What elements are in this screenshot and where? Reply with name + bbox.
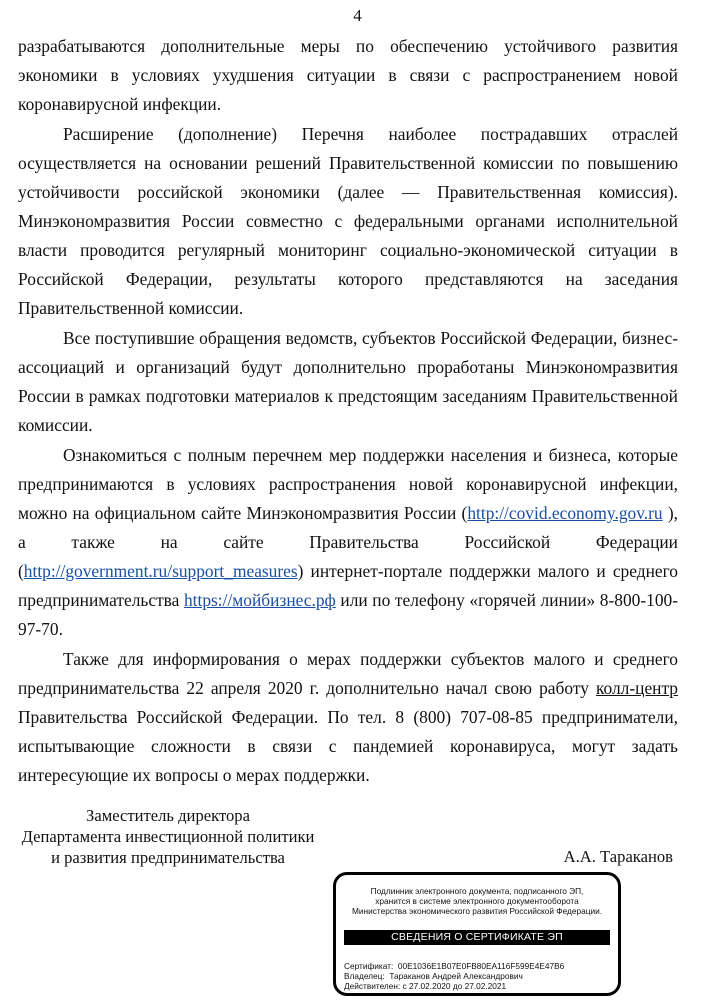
stamp-certificate-header: СВЕДЕНИЯ О СЕРТИФИКАТЕ ЭП bbox=[344, 930, 610, 945]
signatory-position bbox=[18, 805, 318, 868]
signer-name: А.А. Тараканов bbox=[563, 847, 673, 866]
paragraph-5 bbox=[18, 645, 678, 790]
paragraph-4-text-a: Ознакомиться с полным перечнем мер поддержки населения и бизнеса, которые предпринимаются в условиях распространения новой коронавирусной инфекции, можно на официальном сайте Минэкономразвития России ( bbox=[18, 445, 678, 523]
certificate-label: Сертификат: bbox=[344, 961, 394, 971]
paragraph-1: разрабатываются дополнительные меры по обеспечению устойчивого развития экономики в условиях ухудшения ситуации в связи с распространением новой коронавирусной инфекции. bbox=[18, 36, 678, 114]
moibiznes-link[interactable]: https://мойбизнес.рф bbox=[183, 590, 336, 610]
government-support-link[interactable]: http://government.ru/support_measures bbox=[23, 561, 298, 581]
call-center-text: колл-центр bbox=[595, 678, 678, 698]
covid-economy-link[interactable]: http://covid.economy.gov.ru bbox=[467, 503, 663, 523]
stamp-notice bbox=[342, 886, 612, 916]
paragraph-5-text-b: Правительства Российской Федерации. По тел. 8 (800) 707-08-85 предприниматели, испытывающие сложности в связи с пандемией коронавируса, могут задать интересующие их вопросы о мерах поддержки. bbox=[18, 707, 678, 785]
stamp-details bbox=[344, 961, 612, 991]
stamp-line-1: Подлинник электронного документа, подписанного ЭП, bbox=[370, 886, 584, 896]
position-line-1: Заместитель директора bbox=[86, 806, 250, 825]
paragraph-4-text-b: ), а также на сайте Правительства Российской Федерации ( bbox=[18, 503, 678, 581]
owner-row bbox=[344, 971, 612, 981]
paragraph-3: Все поступившие обращения ведомств, субъектов Российской Федерации, бизнес-ассоциаций и организаций будут дополнительно проработаны Минэкономразвития России в рамках подготовки материалов к предстоящим заседаниям Правительственной комиссии. bbox=[18, 328, 678, 435]
position-line-3: и развития предпринимательства bbox=[51, 848, 285, 867]
document-body bbox=[18, 32, 678, 791]
validity-row bbox=[344, 981, 612, 991]
certificate-value: 00E1036E1B07E0FB80EA116F599E4E47B6 bbox=[397, 961, 565, 971]
owner-label: Владелец: bbox=[344, 971, 385, 981]
paragraph-4-text-c: ) интернет-портале поддержки малого и среднего предпринимательства bbox=[18, 561, 678, 610]
paragraph-4-text-d: или по телефону «горячей линии» 8-800-100-97-70. bbox=[18, 590, 678, 639]
validity-label: Действителен: bbox=[344, 981, 401, 991]
e-signature-stamp bbox=[333, 872, 621, 996]
validity-value: с 27.02.2020 до 27.02.2021 bbox=[402, 981, 507, 991]
certificate-row bbox=[344, 961, 612, 971]
owner-value: Тараканов Андрей Александрович bbox=[389, 971, 523, 981]
stamp-line-3: Министерства экономического развития Российской Федерации. bbox=[351, 906, 603, 916]
paragraph-4 bbox=[18, 441, 678, 644]
page-number: 4 bbox=[353, 6, 362, 25]
paragraph-2: Расширение (дополнение) Перечня наиболее пострадавших отраслей осуществляется на основании решений Правительственной комиссии по повышению устойчивости российской экономики (далее — Правительственная комиссия). Минэкономразвития России совместно с федеральными органами исполнительной власти проводится регулярный мониторинг социально-экономической ситуации в Российской Федерации, результаты которого представляются на заседания Правительственной комиссии. bbox=[18, 124, 678, 318]
position-line-2: Департамента инвестиционной политики bbox=[21, 827, 315, 846]
stamp-line-2: хранится в системе электронного документооборота bbox=[375, 896, 579, 906]
paragraph-5-text-a: Также для информирования о мерах поддержки субъектов малого и среднего предпринимательства 22 апреля 2020 г. дополнительно начал свою работу bbox=[18, 649, 678, 698]
